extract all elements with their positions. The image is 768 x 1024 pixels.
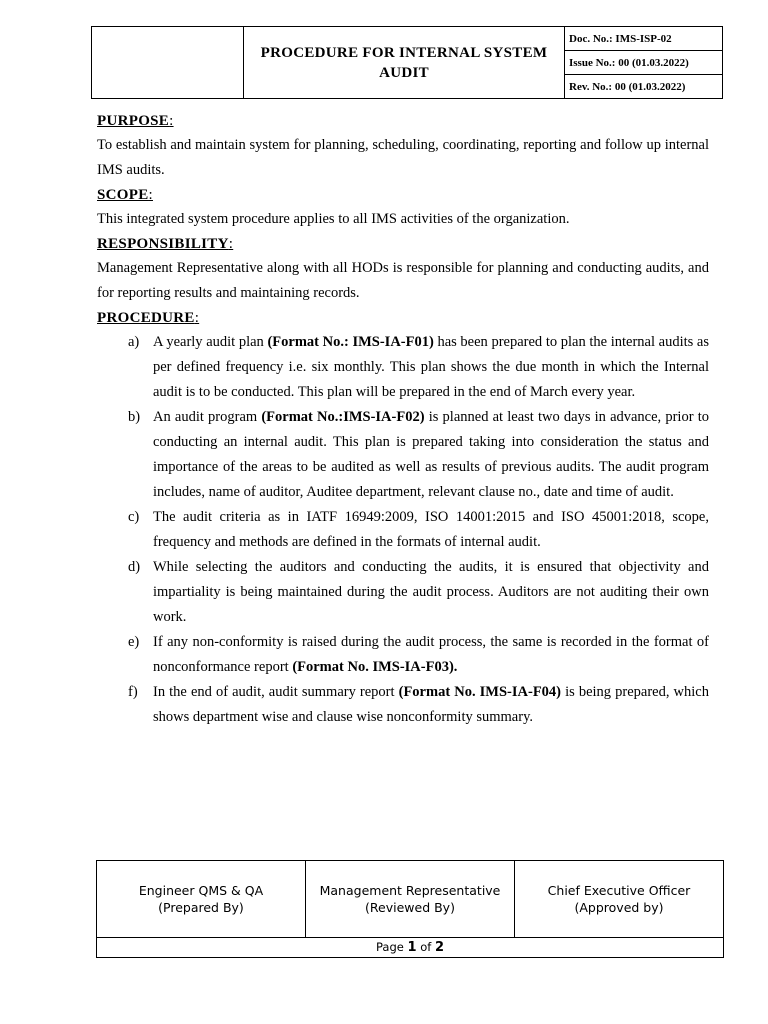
heading-colon: : [194,310,200,326]
list-marker: d) [128,559,141,575]
page-of: of [420,940,432,954]
list-item [97,505,709,555]
heading-colon: : [148,187,153,203]
format-reference: (Format No. IMS-IA-F03). [292,659,458,675]
list-item [97,405,709,505]
scope-section [97,183,709,232]
item-text: An audit program [153,409,262,425]
signature-footer [96,860,724,958]
purpose-section [97,109,709,183]
item-text: is being prepared, which shows department wise and clause wise nonconformity summary. [153,684,709,725]
approved-by-cell [515,861,724,938]
purpose-text: To establish and maintain system for planning, scheduling, coordinating, reporting and follow up internal IMS audits. [97,137,709,178]
page-number [97,938,724,958]
approved-role: Chief Executive Officer [547,883,691,898]
purpose-heading: PURPOSE [97,113,170,129]
item-text: While selecting the auditors and conducting the audits, it is ensured that objectivity and impartiality is being maintained during the audit process. Auditors are not auditing their own work. [153,559,709,625]
list-item [97,680,709,730]
format-reference: (Format No.:IMS-IA-F02) [261,409,425,425]
responsibility-section [97,232,709,306]
heading-colon: : [169,113,174,129]
document-body [97,109,709,730]
prepared-label: (Prepared By) [158,900,244,915]
logo-placeholder [92,27,244,99]
document-title: PROCEDURE FOR INTERNAL SYSTEM AUDIT [244,27,565,99]
list-item [97,630,709,680]
document-header [91,26,723,99]
item-text: A yearly audit plan [153,334,268,350]
issue-number: Issue No.: 00 (01.03.2022) [565,51,723,75]
list-marker: f) [128,684,138,700]
scope-heading: SCOPE [97,187,149,203]
list-marker: b) [128,409,141,425]
prepared-role: Engineer QMS & QA [138,883,264,898]
revision-number: Rev. No.: 00 (01.03.2022) [565,75,723,99]
item-text: The audit criteria as in IATF 16949:2009, ISO 14001:2015 and ISO 45001:2018, scope, frequency and methods are defined in the formats of internal audit. [153,509,709,550]
responsibility-heading: RESPONSIBILITY [97,236,229,252]
list-item [97,555,709,630]
reviewed-label: (Reviewed By) [365,900,455,915]
format-reference: (Format No. IMS-IA-F04) [398,684,562,700]
page-current: 1 [407,940,417,955]
responsibility-text: Management Representative along with all HODs is responsible for planning and conducting audits, and for reporting results and maintaining records. [97,260,709,301]
reviewed-role: Management Representative [319,883,501,898]
page-total: 2 [434,940,444,955]
item-text: is planned at least two days in advance, prior to conducting an internal audit. This plan is prepared taking into consideration the status and importance of the areas to be audited as well as results of previous audits. The audit program includes, name of auditor, Auditee department, relevant clause no., date and time of audit. [153,409,709,500]
list-marker: e) [128,634,140,650]
item-text: If any non-conformity is raised during the audit process, the same is recorded in the format of nonconformance report [153,634,709,675]
procedure-section [97,306,709,730]
list-marker: c) [128,509,140,525]
doc-number: Doc. No.: IMS-ISP-02 [565,27,723,51]
list-item [97,330,709,405]
page-prefix: Page [376,940,404,954]
scope-text: This integrated system procedure applies to all IMS activities of the organization. [97,211,570,227]
approved-label: (Approved by) [574,900,664,915]
reviewed-by-cell [306,861,515,938]
item-text: In the end of audit, audit summary report [153,684,399,700]
heading-colon: : [228,236,234,252]
procedure-list [97,330,709,730]
prepared-by-cell [97,861,306,938]
list-marker: a) [128,334,140,350]
format-reference: (Format No.: IMS-IA-F01) [267,334,434,350]
procedure-heading: PROCEDURE [97,310,195,326]
item-text: has been prepared to plan the internal audits as per defined frequency i.e. six monthly. This plan shows the due month in which the Internal audit is to be conducted. This plan will be prepared in the end of March every year. [153,334,710,400]
